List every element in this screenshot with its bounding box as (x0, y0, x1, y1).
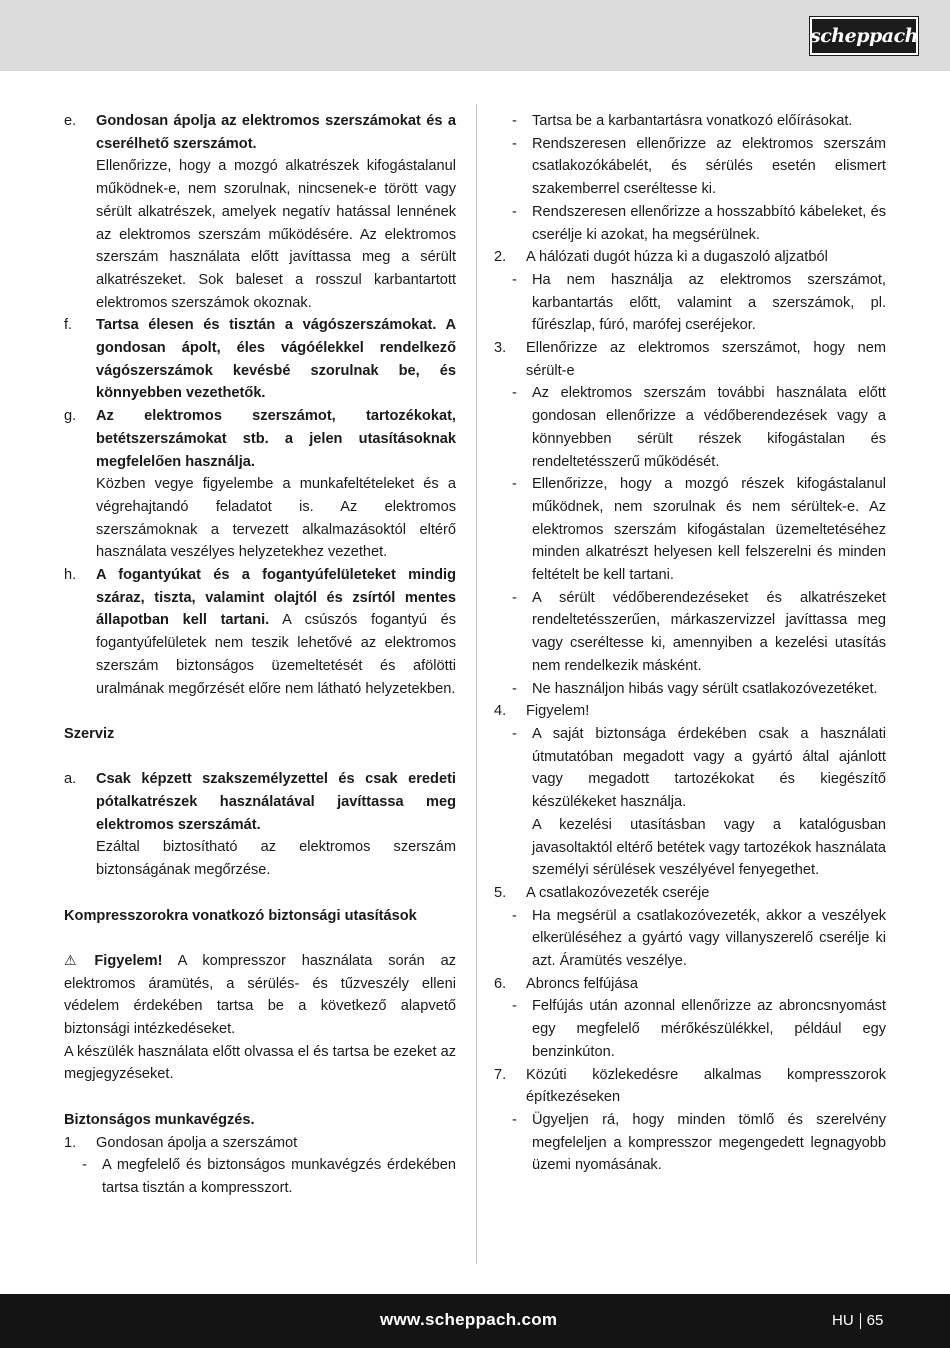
szerviz-heading: Szerviz (64, 725, 115, 742)
dash: - (512, 113, 517, 129)
section-a-text: Ezáltal biztosítható az elektromos szerszám biztonságának megőrzése. (96, 839, 456, 879)
section-a (64, 768, 456, 836)
bullet (494, 1109, 886, 1177)
website-link[interactable]: www.scheppach.com (380, 1310, 558, 1329)
bullet-text-part-2: A kezelési utasításban vagy a katalógusban javasoltaktól eltérő betétek vagy tartozékok használata személyi sérülések veszélyével fenyegethet. (532, 816, 886, 879)
item-2-text: A hálózati dugót húzza ki a dugaszoló aljzatból (526, 249, 828, 266)
item-7-text: Közúti közlekedésre alkalmas kompresszorok építkezéseken (526, 1066, 886, 1106)
dash: - (512, 271, 517, 288)
column-divider (476, 104, 477, 1264)
section-f-title: Tartsa élesen és tisztán a vágószerszámokat. A gondosan ápolt, éles vágóélekkel rendelkező vágószerszámok kevésbé szorulnak be, és könnyebben vezethetők. (96, 317, 456, 402)
left-column (64, 110, 456, 1200)
item-7 (494, 1064, 886, 1109)
bullet (494, 995, 886, 1063)
item-label: 5. (494, 884, 507, 901)
bullet-text: Ha nem használja az elektromos szerszámot, karbantartás előtt, valamint a szerszámok, pl. fűrészlap, fúró, marófej cseréjekor. (532, 271, 886, 334)
bullet-text: Ügyeljen rá, hogy minden tömlő és szerelvény megfeleljen a kompresszor megengedett legnagyobb üzemi nyomásának. (532, 1111, 886, 1174)
section-g-title: Az elektromos szerszámot, tartozékokat, betétszerszámokat stb. a jelen utasításoknak megfelelően használja. (96, 408, 456, 470)
section-e-title: Gondosan ápolja az elektromos szerszámokat és a cserélhető szerszámot. (96, 113, 456, 152)
item-label: g. (64, 408, 77, 425)
bullet (494, 473, 886, 587)
section-a-title: Csak képzett szakszemélyzettel és csak eredeti pótalkatrészek használatával javíttassa meg elektromos szerszámát. (96, 771, 456, 833)
item-4-text: Figyelem! (526, 703, 590, 720)
separator (860, 1313, 861, 1329)
item-1-sub-text: A megfelelő és biztonságos munkavégzés érdekében tartsa tisztán a kompresszort. (102, 1157, 456, 1196)
item-label: 7. (494, 1066, 507, 1083)
footer-bar (0, 1294, 950, 1348)
bullet-text: Ha megsérül a csatlakozóvezeték, akkor a veszélyek elkerüléséhez a gyártó vagy villanyszerelő cserélje ki azt. Áramütés veszélye. (532, 907, 886, 970)
bullet-text: A sérült védőberendezéseket és alkatrészeket rendeltetésszerűen, márkaszervizzel javíttassa meg vagy cseréltesse ki, amennyiben a kezelési utasítás nem rendelkezik másként. (532, 589, 886, 674)
section-h-title: A fogantyúkat és a fogantyúfelületeket mindig száraz, tiszta, valamint olajtól és zsírtól mentes állapotban kell tartani. (96, 567, 456, 629)
bullet (494, 110, 886, 133)
item-label: 1. (64, 1134, 77, 1151)
bullet-text: Az elektromos szerszám további használata előtt gondosan ellenőrizze a védőberendezések vagy a könnyebben sérült részek kifogástalan és rendeltetésszerű működését. (532, 385, 886, 470)
section-f (64, 314, 456, 405)
section-h (64, 564, 456, 700)
section-e (64, 110, 456, 155)
item-5 (494, 882, 886, 905)
bullet (494, 678, 886, 701)
safe-work-heading: Biztonságos munkavégzés. (64, 1111, 255, 1128)
item-3 (494, 337, 886, 382)
dash: - (512, 725, 517, 742)
section-h-body (96, 564, 456, 700)
section-h-text: A csúszós fogantyú és fogantyúfelületek nem teszik lehetővé az elektromos szerszám biztonságos üzemeltetését és afölötti uralmának megőrzését előre nem látható helyzetekben. (96, 612, 456, 697)
bullet (494, 905, 886, 973)
bullet-text: Tartsa be a karbantartásra vonatkozó előírásokat. (532, 113, 853, 129)
bullet-text: Felfújás után azonnal ellenőrizze az abroncsnyomást egy megfelelő mérőkészülékkel, például egy benzinkúton. (532, 998, 886, 1060)
section-g (64, 405, 456, 473)
page-number: 65 (866, 1312, 884, 1329)
section-e-text: Ellenőrizze, hogy a mozgó alkatrészek kifogástalanul működnek-e, nem szorulnak, nincsenek-e törött vagy sérült alkatrészek, amelyek negatív hatással lennének az elektromos szerszám működésére. Az elektromos szerszám használata előtt javíttassa meg a sérült alkatrészeket. Sok baleset a rosszul karbantartott elektromos szerszámok okoznak. (96, 158, 456, 311)
item-3-text: Ellenőrizze az elektromos szerszámot, hogy nem sérült-e (526, 340, 886, 379)
item-4 (494, 700, 886, 723)
item-label: e. (64, 113, 77, 129)
warning-paragraph (64, 950, 456, 1041)
item-label: a. (64, 771, 77, 788)
bullet (494, 723, 886, 882)
page-indicator (832, 1310, 883, 1333)
warning-icon: ⚠ (64, 952, 89, 969)
compressor-heading: Kompresszorokra vonatkozó biztonsági utasítások (64, 907, 417, 924)
bullet-text (532, 723, 886, 882)
bullet-text-part-1: A saját biztonsága érdekében csak a használati útmutatóban megadott vagy a gyártó által ajánlott vagy megadott tartozékokat és kiegészítő készülékeket használja. (532, 725, 886, 811)
item-label: f. (64, 317, 73, 334)
bullet (494, 382, 886, 473)
dash: - (512, 476, 517, 493)
item-label: 3. (494, 340, 507, 357)
bullet (494, 587, 886, 678)
dash: - (512, 589, 517, 606)
warning-text-2: A készülék használata előtt olvassa el és tartsa be ezeket az megjegyzéseket. (64, 1043, 456, 1083)
section-g-text: Közben vegye figyelembe a munkafeltételeket és a végrehajtandó feladatot is. Az elektromos szerszámoknak a tervezett alkalmazásoktól eltérő használata veszélyes helyzetekhez vezethet. (96, 476, 456, 561)
dash: - (512, 907, 517, 924)
bullet-text: Ellenőrizze, hogy a mozgó részek kifogástalanul működnek, nem szorulnak és nem sérültek-e. Az elektromos szerszám kifogástalan üzemeltetéséhez minden alkatrészt helyesen kell felszerelni és minden feltételt be kell tartani. (532, 476, 886, 584)
logo-text: scheppach (810, 24, 918, 47)
item-label: 2. (494, 249, 507, 266)
item-1 (64, 1132, 456, 1155)
item-label: 6. (494, 975, 507, 992)
bullet-text: Rendszeresen ellenőrizze a hosszabbító kábeleket, és cserélje ki azokat, ha megsérülnek. (532, 203, 886, 243)
dash: - (512, 1111, 517, 1128)
language-code: HU (832, 1312, 854, 1329)
bullet (494, 133, 886, 201)
warning-label: Figyelem! (94, 952, 163, 969)
dash: - (512, 203, 517, 220)
item-label: h. (64, 567, 77, 584)
right-column (494, 110, 886, 1177)
item-2 (494, 246, 886, 269)
warning-text: A kompresszor használata során az elektromos áramütés, a sérülés- és tűzveszély elleni védelem érdekében tartsa be a következő alapvető biztonsági intézkedéseket. (64, 952, 456, 1038)
bullet-text: Rendszeresen ellenőrizze az elektromos szerszám csatlakozókábelét, és sérülés esetén elismert szakemberrel cseréltesse ki. (532, 135, 886, 198)
item-6-text: Abroncs felfújása (526, 975, 638, 992)
item-6 (494, 973, 886, 996)
bullet-text: Ne használjon hibás vagy sérült csatlakozóvezetéket. (532, 680, 878, 697)
item-1-sub (64, 1154, 456, 1199)
dash: - (512, 680, 517, 697)
item-1-text: Gondosan ápolja a szerszámot (96, 1134, 298, 1151)
dash: - (512, 998, 517, 1015)
bullet (494, 201, 886, 246)
item-5-text: A csatlakozóvezeték cseréje (526, 884, 710, 901)
item-label: 4. (494, 703, 507, 720)
scheppach-logo (810, 17, 918, 55)
dash: - (512, 135, 517, 152)
dash: - (512, 385, 517, 402)
dash: - (82, 1157, 87, 1174)
header-bar (0, 0, 950, 71)
bullet (494, 269, 886, 337)
